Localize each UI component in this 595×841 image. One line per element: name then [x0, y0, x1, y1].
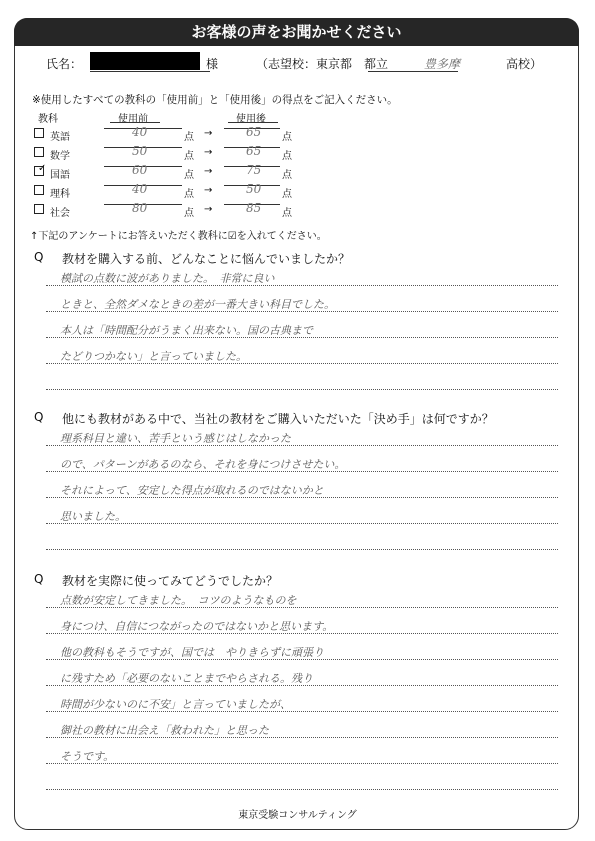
handwritten-answer: ときと、全然ダメなときの差が一番大きい科目でした。	[60, 298, 335, 311]
after-score: 85	[246, 201, 262, 215]
company-name: 東京受験コンサルティング	[238, 810, 357, 821]
subject-checkbox[interactable]	[34, 204, 44, 214]
col-subject: 教科	[38, 114, 58, 125]
name-suffix: 様	[206, 57, 219, 71]
answer-line	[46, 763, 558, 764]
answer-line	[46, 389, 558, 390]
after-unit: 点	[282, 189, 292, 200]
table-row	[34, 201, 314, 220]
table-row	[34, 125, 314, 144]
after-unit: 点	[282, 208, 292, 219]
question-3	[34, 572, 574, 588]
before-score: 40	[132, 182, 148, 196]
handwritten-answer: そうです。	[60, 750, 115, 763]
check-note: ↑下記のアンケートにお答えいただく教科に☑を入れてください。	[30, 231, 327, 242]
subject-label: 理科	[50, 189, 70, 200]
subject-label: 数学	[50, 151, 70, 162]
answer-line	[46, 549, 558, 550]
subject-checkbox[interactable]	[34, 185, 44, 195]
check-mark: ✓	[38, 163, 47, 174]
arrow: →	[204, 185, 213, 196]
col-before: 使用前	[118, 114, 148, 125]
arrow: →	[204, 204, 213, 215]
handwritten-answer: 模試の点数に波がありました。 非常に良い	[60, 272, 275, 285]
handwritten-answer: 御社の教材に出会え「救われた」と思った	[60, 724, 269, 737]
before-score: 40	[132, 125, 148, 139]
question-text: 他にも教材がある中で、当社の教材をご購入いただいた「決め手」は何ですか？	[62, 412, 494, 426]
arrow: →	[204, 128, 213, 139]
question-1	[34, 250, 574, 266]
name-underline	[90, 71, 210, 72]
table-row	[34, 163, 314, 182]
instruction-text: ※使用したすべての教科の「使用前」と「使用後」の得点をご記入ください。	[32, 94, 398, 106]
school-name-handwritten: 豊多摩	[424, 57, 461, 71]
subject-label: 国語	[50, 170, 70, 181]
handwritten-answer: 身につけ、自信につながったのではないかと思います。	[60, 620, 334, 633]
handwritten-answer: に残すため「必要のないことまでやらされる。残り	[60, 672, 313, 685]
page-title: お客様の声をお聞かせください	[14, 18, 579, 46]
after-unit: 点	[282, 170, 292, 181]
handwritten-answer: 理系科目と違い、苦手という感じはしなかった	[60, 432, 291, 445]
before-unit: 点	[184, 170, 194, 181]
question-mark: Q	[34, 250, 44, 264]
handwritten-answer: 他の教科もそうですが、国では やりきらずに頑張り	[60, 646, 324, 659]
question-text: 教材を購入する前、どんなことに悩んでいましたか？	[62, 252, 351, 266]
school-suffix: 高校）	[506, 57, 543, 71]
after-score: 65	[246, 125, 262, 139]
after-score: 50	[246, 182, 262, 196]
arrow: →	[204, 166, 213, 177]
after-score: 75	[246, 163, 262, 177]
before-unit: 点	[184, 208, 194, 219]
col-after: 使用後	[236, 114, 266, 125]
handwritten-answer: ので、パターンがあるのなら、それを身につけさせたい。	[60, 458, 346, 471]
before-score: 80	[132, 201, 148, 215]
school-underline	[368, 71, 458, 72]
name-label: 氏名：	[46, 57, 83, 71]
handwritten-answer: 点数が安定してきました。 コツのようなものを	[60, 594, 297, 607]
question-2	[34, 410, 574, 426]
question-mark: Q	[34, 410, 44, 424]
answer-line	[46, 789, 558, 790]
redacted-name	[90, 52, 200, 70]
handwritten-answer: 思いました。	[60, 510, 126, 523]
question-mark: Q	[34, 572, 44, 586]
before-unit: 点	[184, 132, 194, 143]
handwritten-answer: たどりつかない」と言っていました。	[60, 350, 247, 363]
subject-checkbox[interactable]	[34, 147, 44, 157]
after-score: 65	[246, 144, 262, 158]
handwritten-answer: 時間が少ないのに不安」と言っていましたが、	[60, 698, 291, 711]
subject-label: 英語	[50, 132, 70, 143]
subject-label: 社会	[50, 208, 70, 219]
table-row	[34, 144, 314, 163]
handwritten-answer: 本人は「時間配分がうまく出来ない。国の古典まで	[60, 324, 313, 337]
before-unit: 点	[184, 151, 194, 162]
before-score: 60	[132, 163, 148, 177]
col-before-underline	[110, 122, 160, 123]
table-row	[34, 182, 314, 201]
question-text: 教材を実際に使ってみてどうでしたか？	[62, 574, 279, 588]
before-score: 50	[132, 144, 148, 158]
subject-checkbox[interactable]	[34, 128, 44, 138]
after-unit: 点	[282, 132, 292, 143]
before-unit: 点	[184, 189, 194, 200]
after-unit: 点	[282, 151, 292, 162]
col-after-underline	[228, 122, 278, 123]
arrow: →	[204, 147, 213, 158]
handwritten-answer: それによって、安定した得点が取れるのではないかと	[60, 484, 324, 497]
school-prefix: （志望校：東京都 都立	[256, 57, 389, 71]
